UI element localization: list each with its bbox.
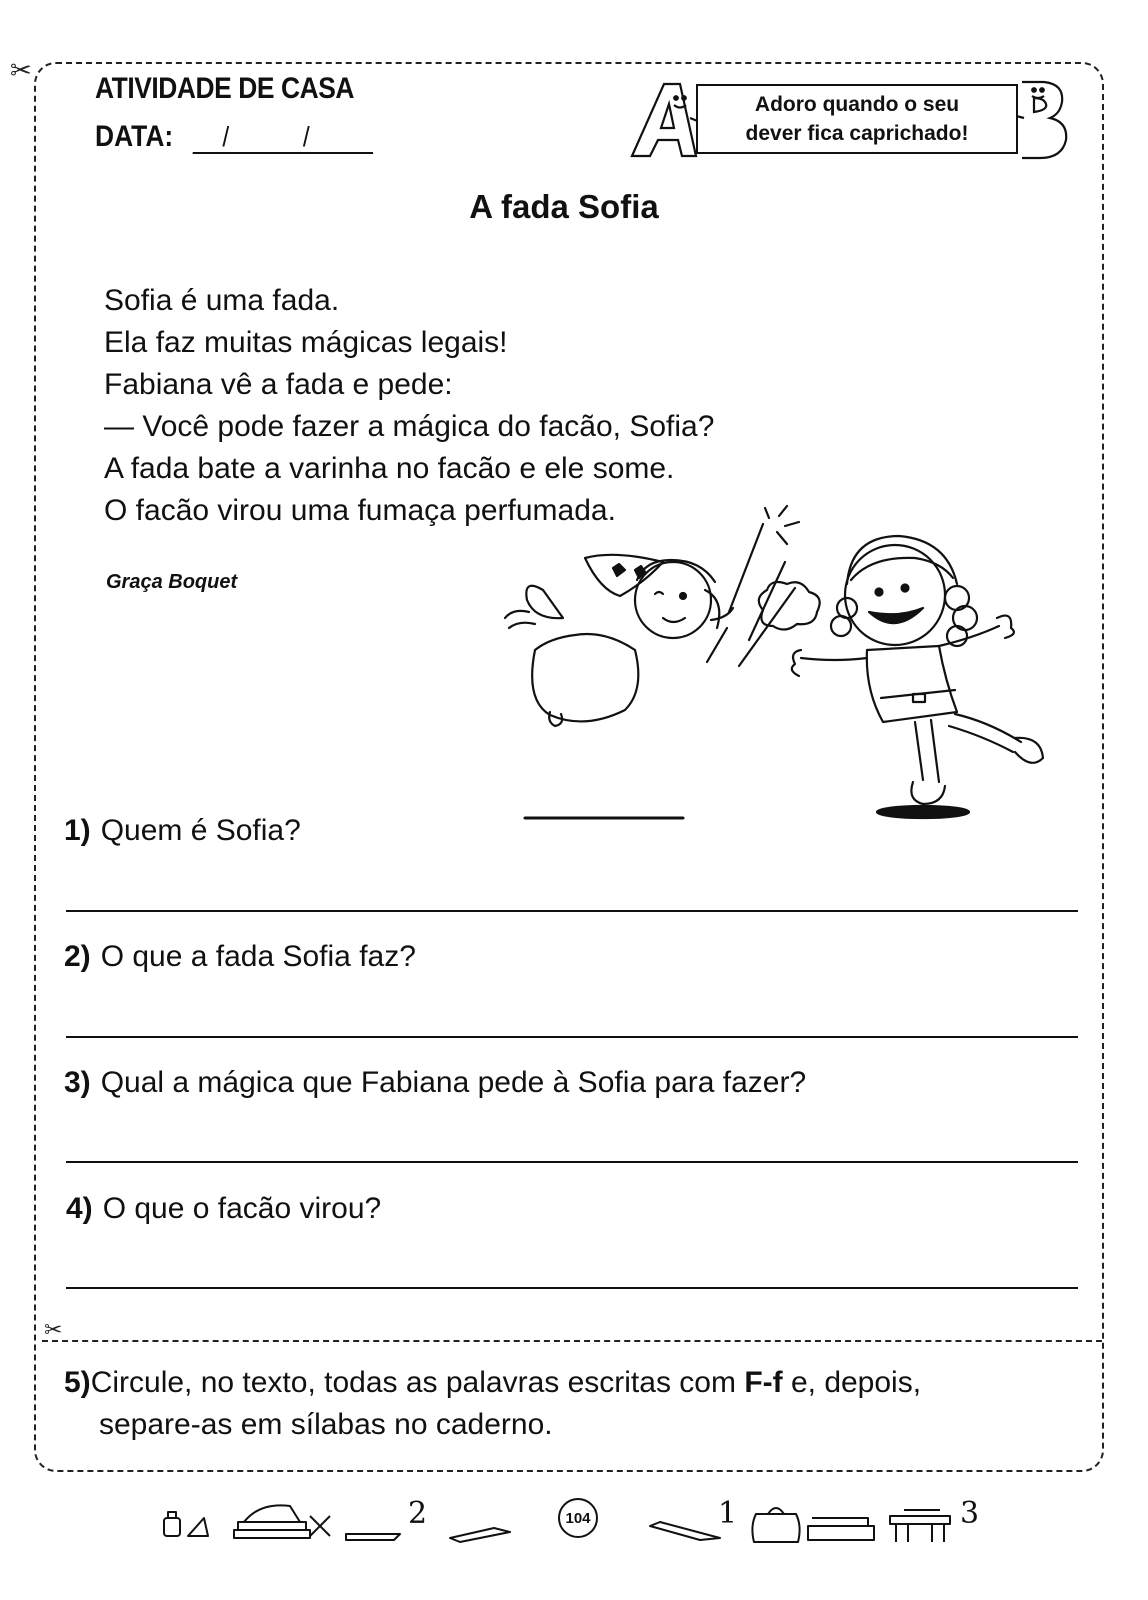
fairy-girl-icon xyxy=(495,500,1075,830)
scissors-icon: ✂ xyxy=(44,1318,63,1343)
question-3 xyxy=(64,1066,806,1100)
answer-line-4[interactable] xyxy=(66,1287,1078,1289)
question-5-highlight: F-f xyxy=(744,1366,783,1399)
question-5-line-1 xyxy=(64,1362,1084,1404)
page-footer xyxy=(160,1496,990,1556)
footer-digit: 2 xyxy=(408,1496,428,1531)
activity-title: ATIVIDADE DE CASA xyxy=(95,72,354,105)
question-text: O que a fada Sofia faz? xyxy=(100,940,416,973)
story-author: Graça Boquet xyxy=(106,571,238,593)
date-label: DATA: xyxy=(95,120,174,153)
badge-line-1: Adoro quando o seu xyxy=(754,93,960,116)
question-5 xyxy=(64,1362,1084,1446)
girl-face xyxy=(845,545,945,645)
story-line: Fabiana vê a fada e pede: xyxy=(104,368,453,401)
badge-line-2: dever fica caprichado! xyxy=(745,122,969,145)
page-number: 104 xyxy=(558,1498,598,1538)
question-number: 5) xyxy=(64,1366,91,1399)
fairy-and-girl-illustration xyxy=(495,500,1075,834)
question-5-text-before: Circule, no texto, todas as palavras escritas com xyxy=(90,1366,745,1399)
motivation-badge xyxy=(630,78,1070,162)
letter-b-mascot-icon xyxy=(1016,82,1066,158)
question-text: Quem é Sofia? xyxy=(100,814,301,847)
story-line: A fada bate a varinha no facão e ele some. xyxy=(104,452,675,485)
answer-line-3[interactable] xyxy=(66,1161,1078,1163)
question-text: Qual a mágica que Fabiana pede à Sofia para fazer? xyxy=(100,1066,807,1099)
question-number: 1) xyxy=(64,814,91,847)
scissors-icon: ✂ xyxy=(10,56,32,86)
question-number: 3) xyxy=(64,1066,91,1099)
letter-a-mascot-icon xyxy=(632,84,700,156)
date-blank[interactable]: / / xyxy=(193,122,373,154)
story-text xyxy=(104,280,714,532)
date-field xyxy=(95,120,373,154)
question-text: O que o facão virou? xyxy=(102,1192,382,1225)
story-line: O facão virou uma fumaça perfumada. xyxy=(104,494,616,527)
question-4 xyxy=(66,1192,381,1226)
fairy-face xyxy=(635,562,711,638)
footer-digit: 1 xyxy=(718,1496,738,1531)
answer-line-1[interactable] xyxy=(66,910,1078,912)
question-2 xyxy=(64,940,416,974)
story-title: A fada Sofia xyxy=(469,188,659,225)
smoke-cloud xyxy=(759,582,820,630)
fairy-dress xyxy=(532,634,638,721)
story-line: Sofia é uma fada. xyxy=(104,284,340,317)
question-5-line-2: separe-as em sílabas no caderno. xyxy=(99,1408,553,1441)
question-number: 4) xyxy=(66,1192,93,1225)
question-number: 2) xyxy=(64,940,91,973)
story-line: — Você pode fazer a mágica do facão, Sofia? xyxy=(104,410,715,443)
badge-text-box xyxy=(696,84,1018,154)
fairy-hat xyxy=(585,555,663,596)
question-5-text-after: e, depois, xyxy=(782,1366,922,1399)
story-line: Ela faz muitas mágicas legais! xyxy=(104,326,508,359)
girl-dress xyxy=(867,646,957,722)
question-1 xyxy=(64,814,301,848)
answer-line-2[interactable] xyxy=(66,1036,1078,1038)
footer-digit: 3 xyxy=(960,1496,980,1531)
cut-line xyxy=(42,1340,1102,1342)
